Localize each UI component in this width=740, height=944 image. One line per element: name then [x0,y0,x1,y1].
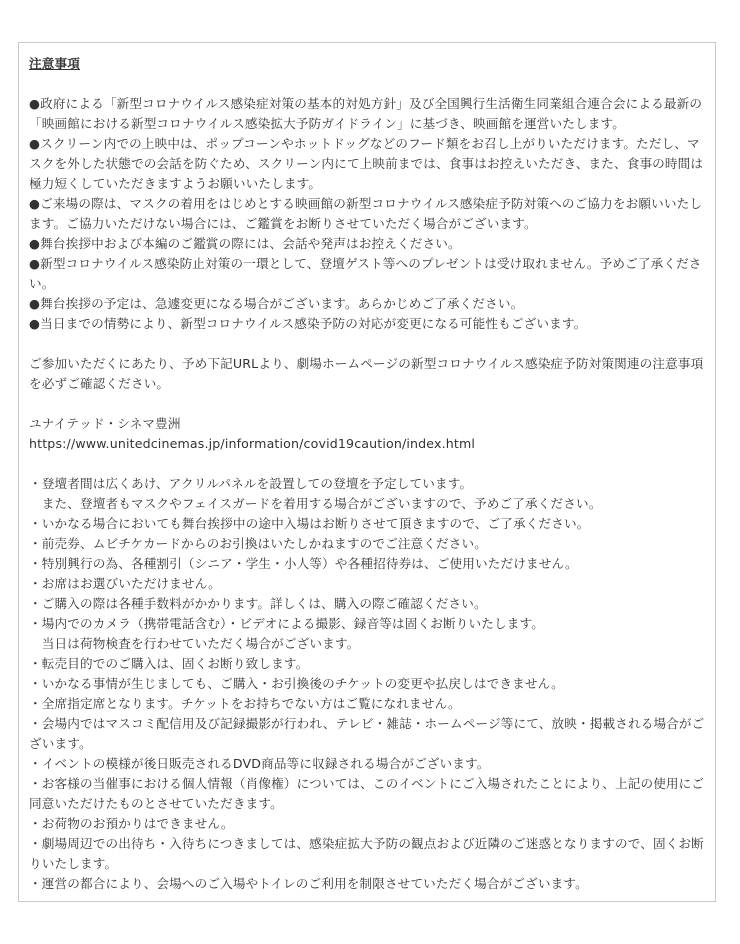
rule-item: ・運営の都合により、会場へのご入場やトイレのご利用を制限させていただく場合がございます。 [29,876,588,891]
rule-item: ・劇場周辺での出待ち・入待ちにつきましては、感染症拡大予防の観点および近隣のご迷惑となりますので、固くお断りいたします。 [29,836,704,871]
theater-url-link[interactable]: https://www.unitedcinemas.jp/information/covid19caution/index.html [29,436,476,451]
rule-item: ・場内でのカメラ（携帯電話含む）・ビデオによる撮影、録音等は固くお断りいたします。 [29,616,544,631]
rule-item: ・登壇者間は広くあけ、アクリルパネルを設置しての登壇を予定しています。 [29,476,473,491]
rule-item: ・お荷物のお預かりはできません。 [29,816,234,831]
intro-item-schedule: ●舞台挨拶の予定は、急遽変更になる場合がございます。あらかじめご了承ください。 [29,296,524,311]
rule-item: ・転売目的でのご購入は、固くお断り致します。 [29,656,309,671]
intro-item-guideline: ●政府による「新型コロナウイルス感染症対策の基本的対処方針」及び全国興行生活衛生同業組合連合会による最新の「映画館における新型コロナウイルス感染拡大予防ガイドライン」に基づき、映画館を運営いたします。 [29,96,703,131]
notice-title: 注意事項 [29,56,80,71]
spacer [29,394,705,414]
rule-item: ・特別興行の為、各種割引（シニア・学生・小人等）や各種招待券は、ご使用いただけません。 [29,556,578,571]
confirm-text: ご参加いただくにあたり、予め下記URLより、劇場ホームページの新型コロナウイルス感染症予防対策関連の注意事項を必ずご確認ください。 [29,356,704,391]
spacer [29,334,705,354]
rule-item: ・ご購入の際は各種手数料がかかります。詳しくは、購入の際ご確認ください。 [29,596,487,611]
intro-item-mask: ●ご来場の際は、マスクの着用をはじめとする映画館の新型コロナウイルス感染症予防対策へのご協力をお願いいたします。ご協力いただけない場合には、ご鑑賞をお断りさせていただく場合がございます。 [29,196,703,231]
intro-item-situation: ●当日までの情勢により、新型コロナウイルス感染予防の対応が変更になる可能性もございます。 [29,316,587,331]
rule-item: ・全席指定席となります。チケットをお持ちでない方はご覧になれません。 [29,696,461,711]
rule-item: 当日は荷物検査を行わせていただく場合がございます。 [29,636,360,651]
rules-list [29,474,705,894]
rule-item: ・お席はお選びいただけません。 [29,576,221,591]
rule-item: ・お客様の当催事における個人情報（肖像権）については、このイベントにご入場されたことにより、上記の使用にご同意いただけたものとさせていただきます。 [29,776,705,811]
notice-box [18,42,716,902]
rule-item: ・いかなる場合においても舞台挨拶中の途中入場はお断りさせて頂きますので、ご了承ください。 [29,516,590,531]
rule-item: また、登壇者もマスクやフェイスガードを着用する場合がございますので、予めご了承ください。 [29,496,602,511]
intro-item-present: ●新型コロナウイルス感染防止対策の一環として、登壇ゲスト等へのプレゼントは受け取れません。予めご了承ください。 [29,256,702,291]
spacer [29,74,705,94]
spacer [29,454,705,474]
rule-item: ・前売券、ムビチケカードからのお引換はいたしかねますのでご注意ください。 [29,536,488,551]
rule-item: ・会場内ではマスコミ配信用及び記録撮影が行われ、テレビ・雑誌・ホームページ等にて、放映・掲載される場合がございます。 [29,716,705,751]
rule-item: ・イベントの模様が後日販売されるDVD商品等に収録される場合がございます。 [29,756,490,771]
intro-item-quiet: ●舞台挨拶中および本編のご鑑賞の際には、会話や発声はお控えください。 [29,236,461,251]
theater-name: ユナイテッド・シネマ豊洲 [29,416,181,431]
intro-list [29,94,705,334]
rule-item: ・いかなる事情が生じましても、ご購入・お引換後のチケットの変更や払戻しはできません。 [29,676,564,691]
intro-item-food: ●スクリーン内での上映中は、ポップコーンやホットドッグなどのフード類をお召し上がりいただけます。ただし、マスクを外した状態での会話を防ぐため、スクリーン内にて上映前までは、食事はお控えいただき、また、食事の時間は極力短くしていただきますようお願いいたします。 [29,136,704,191]
